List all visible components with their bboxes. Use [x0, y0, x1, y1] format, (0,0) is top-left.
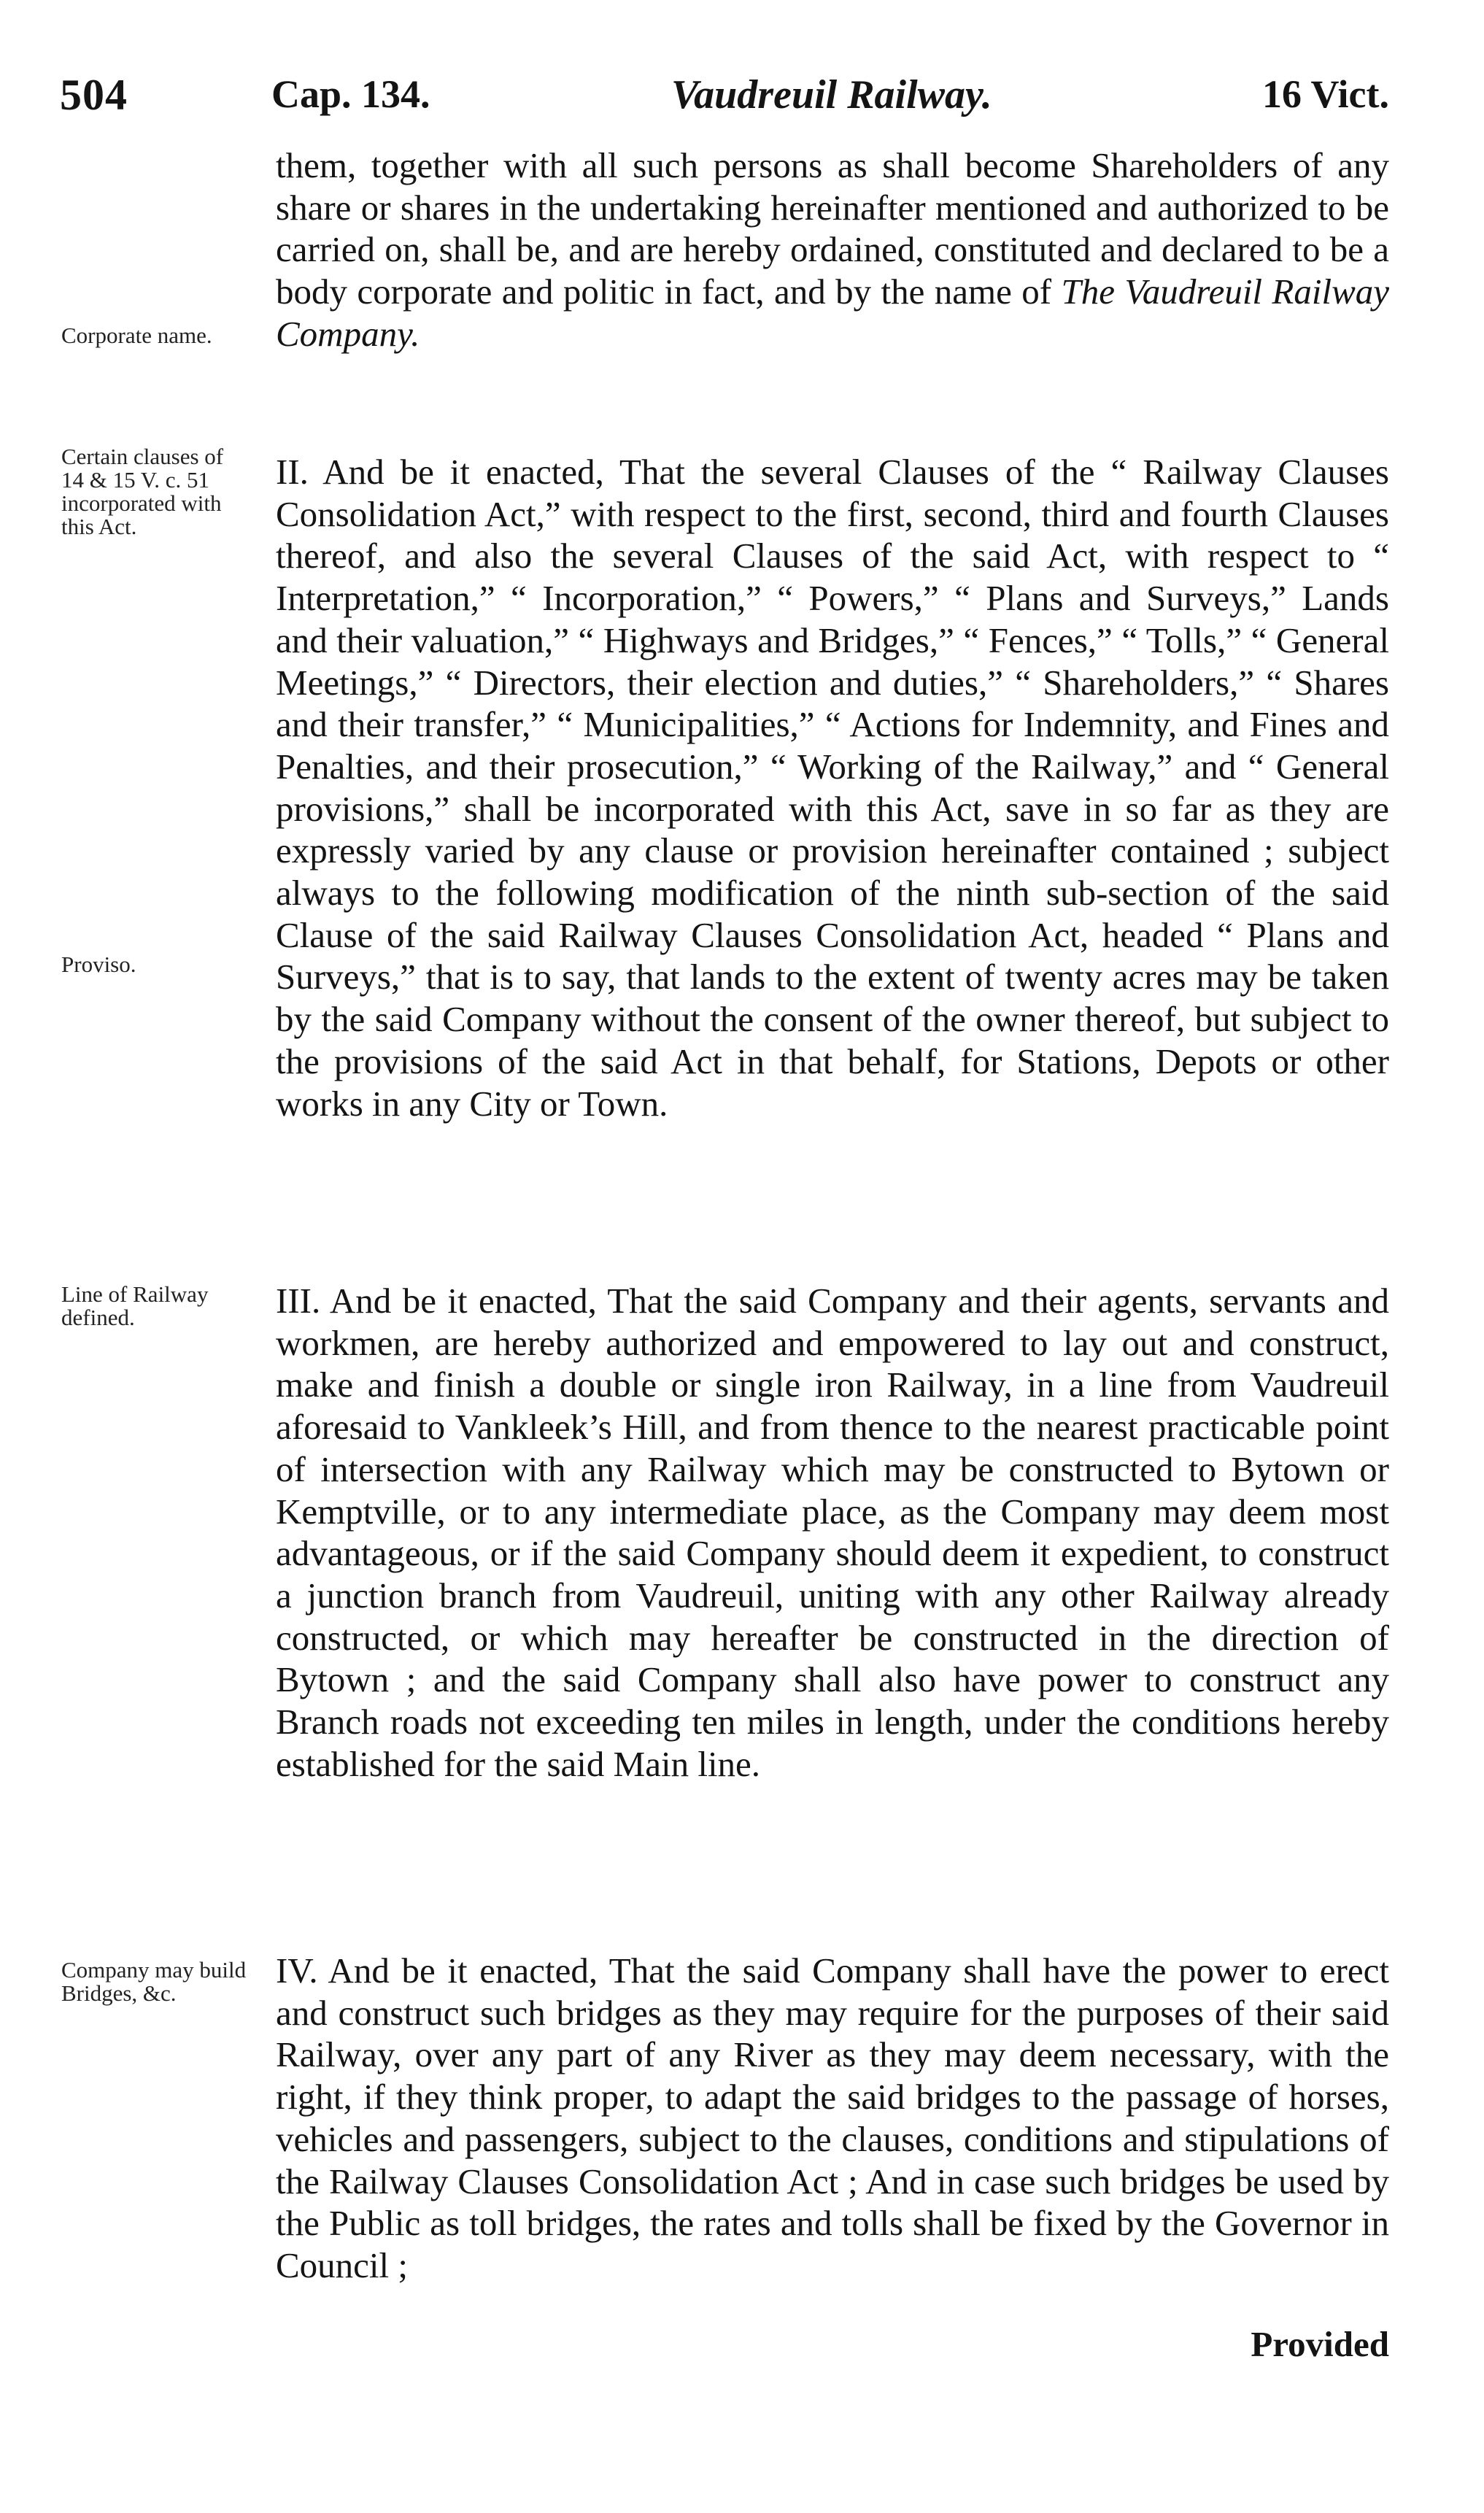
margin-note-line-of-railway: Line of Railway defined.	[61, 1281, 209, 1330]
section-3: III. And be it enacted, That the said Company and their agents, servants and workmen, are hereby authorized and empowered to lay out and construct, make and finish a double or single iron Railway, in a line from Vaudreuil aforesaid to Vankleek’s Hill, and from thence to the nearest practicable point of intersection with any Railway which may be constructed to Bytown or Kemptville, or to any intermediate place, as the Company may deem most advantageous, or if the said Company should deem it expedient, to construct a junction branch from Vaudreuil, uniting with any other Railway already constructed, or which may hereafter be constructed in the direction of Bytown ; and the said Company shall also have power to construct any Branch roads not exceeding ten miles in length, under the conditions hereby established for the said Main line.	[276, 1281, 1389, 1784]
page-number: 504	[60, 71, 128, 119]
margin-note-corporate-name: Corporate name.	[61, 323, 212, 348]
margin-note-certain-clauses: Certain clauses of 14 & 15 V. c. 51 incorporated with this Act.	[61, 444, 224, 539]
paragraph-opening	[276, 144, 1389, 355]
company-name: The Vaudreuil Railway Company.	[276, 271, 1390, 354]
margin-notes	[61, 0, 251, 2513]
margin-note-company-bridges: Company may build Bridges, &c.	[61, 1957, 247, 2006]
catchword: Provided	[1251, 2324, 1389, 2364]
section-4: IV. And be it enacted, That the said Company shall have the power to erect and construct such bridges as they may require for the purposes of their said Railway, over any part of any River as they may deem necessary, with the right, if they think proper, to adapt the said bridges to the passage of horses, vehicles and passengers, subject to the clauses, conditions and stipulations of the Railway Clauses Consolidation Act ; And in case such bridges be used by the Public as toll bridges, the rates and tolls shall be fixed by the Governor in Council ;	[276, 1950, 1389, 2285]
running-title: Vaudreuil Railway.	[671, 72, 992, 117]
regnal-year: 16 Vict.	[1262, 72, 1389, 116]
section-2: II. And be it enacted, That the several Clauses of the “ Railway Clauses Consolidation Act,” with respect to the first, second, third and fourth Clauses thereof, and also the several Clauses of the said Act, with respect to “ Interpretation,” “ Incorporation,” “ Powers,” “ Plans and Surveys,” Lands and their valuation,” “ Highways and Bridges,” “ Fences,” “ Tolls,” “ General Meetings,” “ Directors, their election and duties,” “ Shareholders,” “ Shares and their transfer,” “ Municipalities,” “ Actions for Indemnity, and Fines and Penalties, and their prosecution,” “ Working of the Railway,” and “ General provisions,” shall be incorporated with this Act, save in so far as they are expressly varied by any clause or provision hereinafter contained ; subject always to the following modification of the ninth sub-section of the said Clause of the said Railway Clauses Consolidation Act, headed “ Plans and Surveys,” that is to say, that lands to the extent of twenty acres may be taken by the said Company without the consent of the owner thereof, but subject to the provisions of the said Act in that behalf, for Stations, Depots or other works in any City or Town.	[276, 452, 1389, 1124]
chapter-label: Cap. 134.	[271, 72, 430, 116]
opening-text: them, together with all such persons as shall become Shareholders of any share or shares in the undertaking hereinafter mentioned and authorized to be carried on, shall be, and are hereby ordained, constituted and declared to be a body corporate and politic in fact, and by the name of	[276, 145, 1389, 312]
margin-note-proviso: Proviso.	[61, 951, 136, 977]
